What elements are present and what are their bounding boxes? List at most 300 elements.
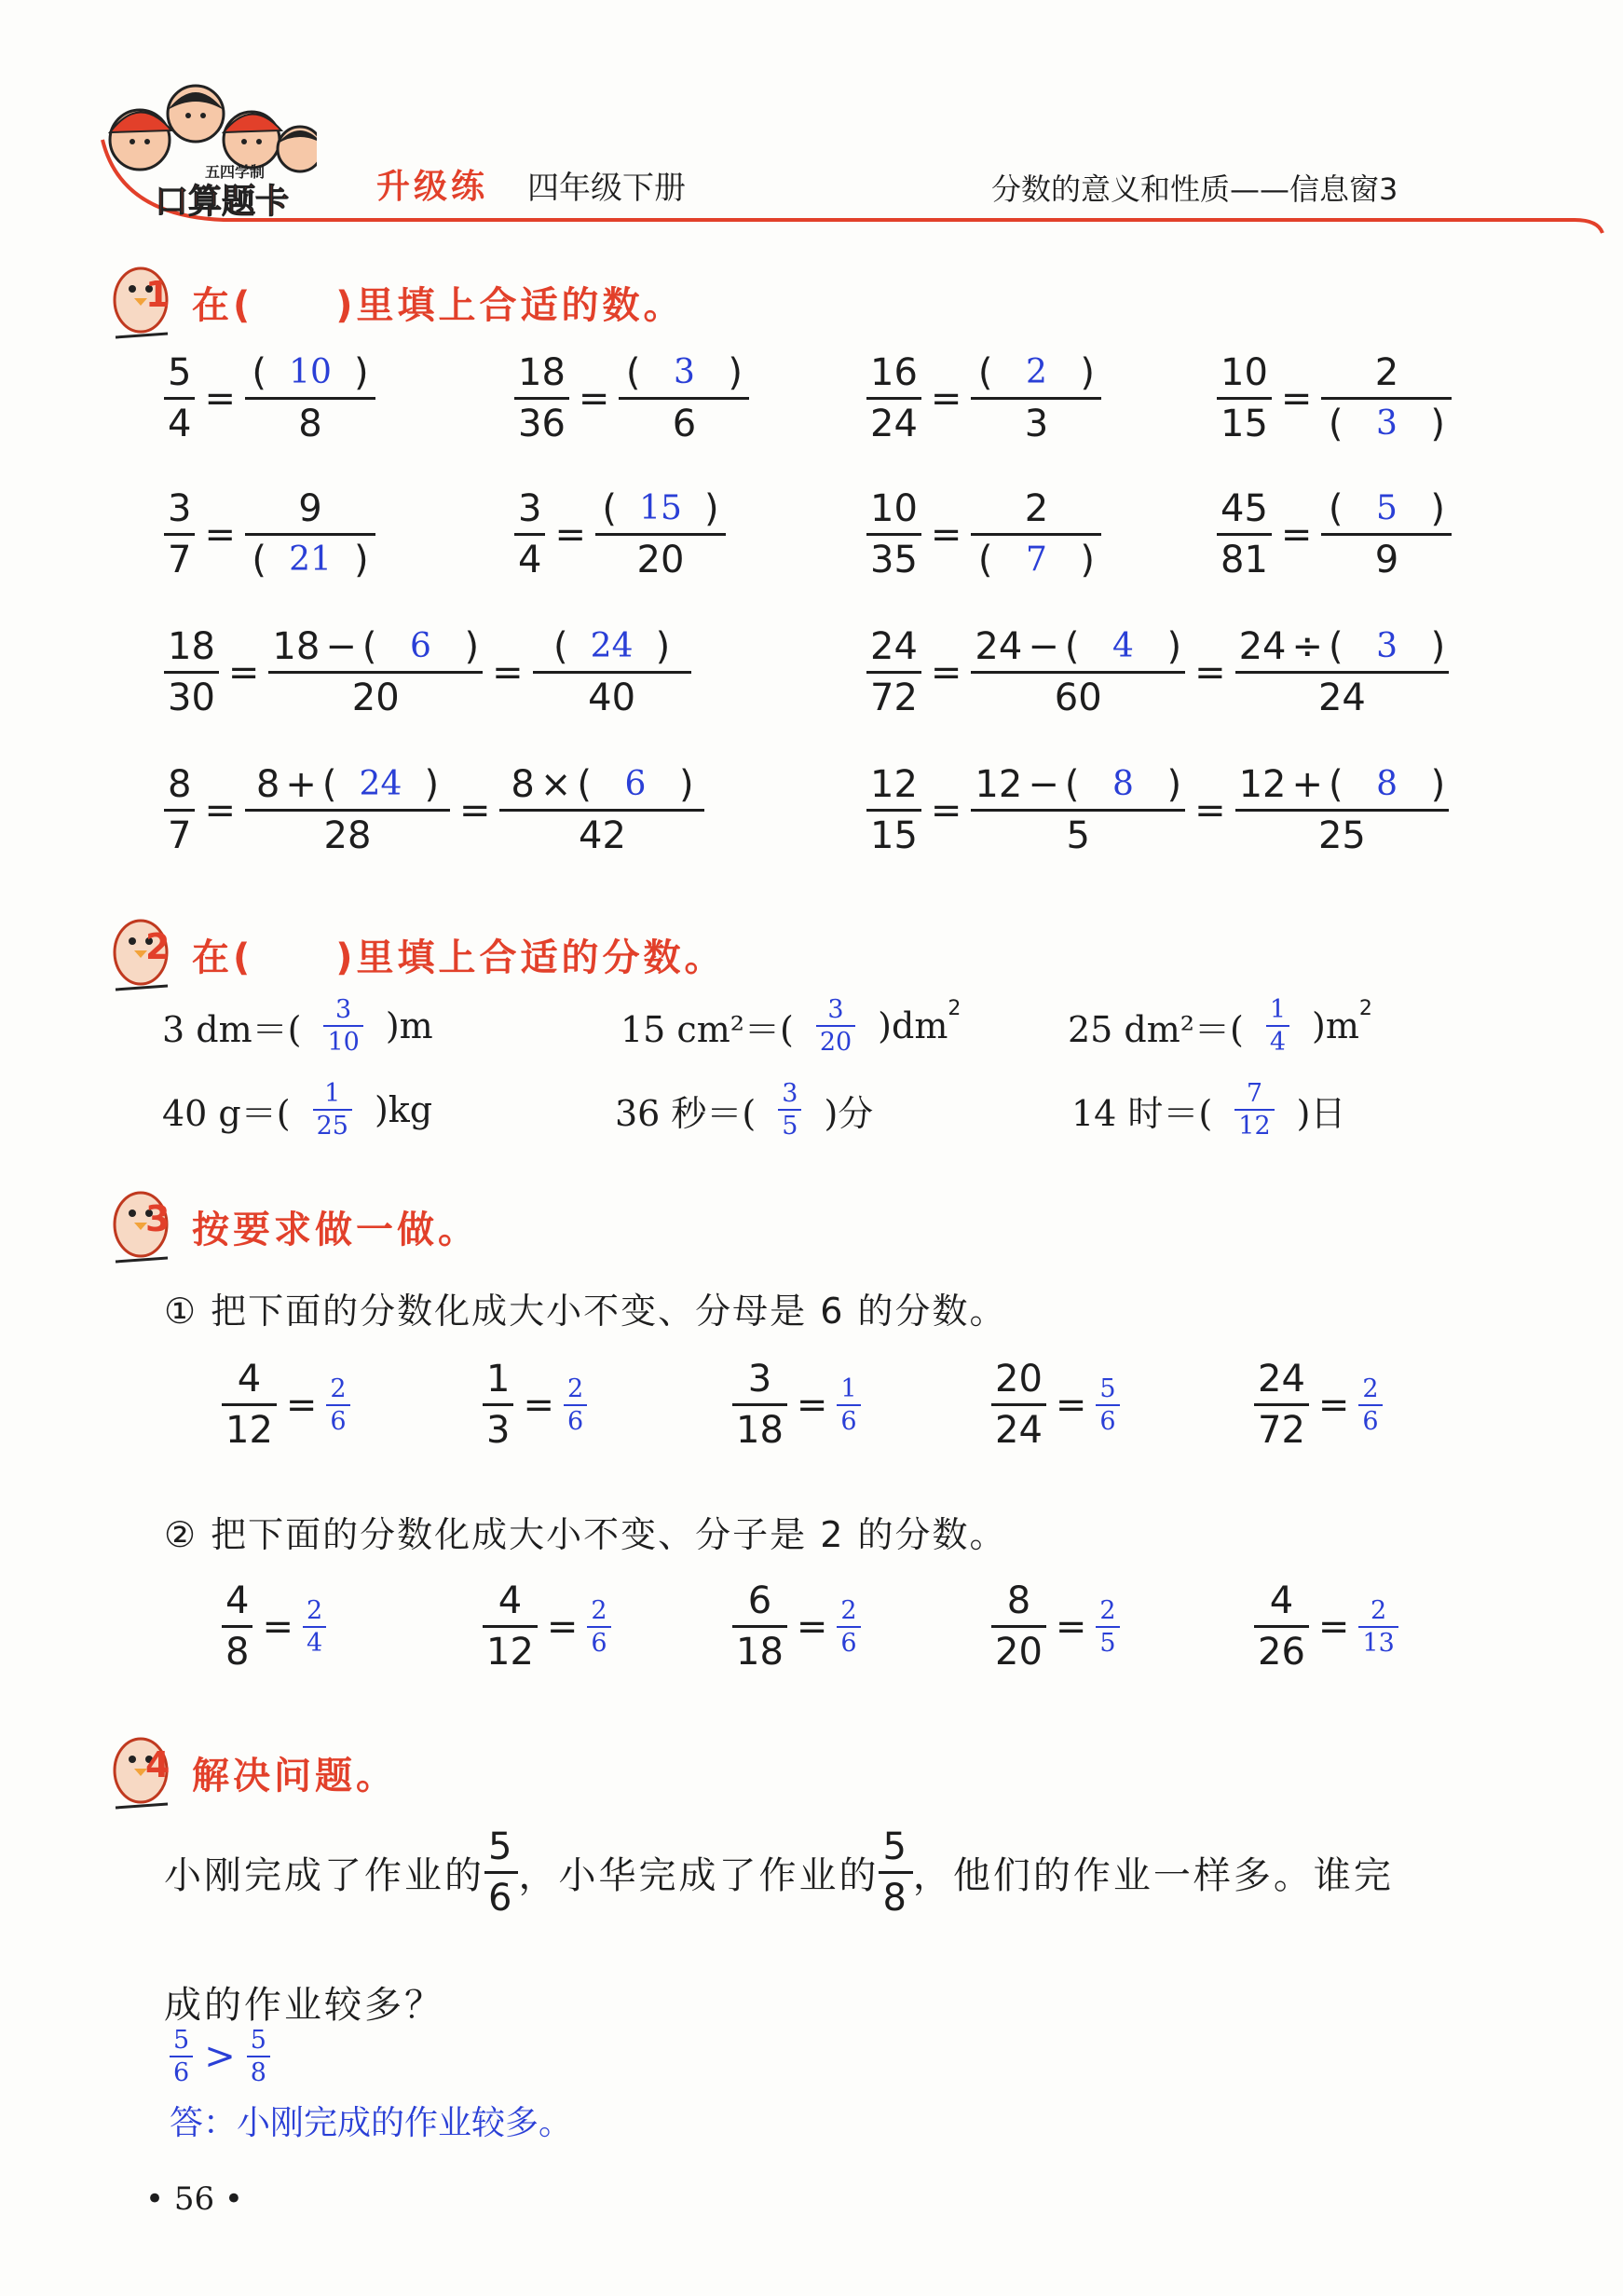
fraction-numerator: 18 — [518, 351, 566, 394]
equals-sign: = — [796, 1605, 828, 1648]
answer-value: 5 — [1375, 489, 1398, 527]
series-label: 升级练 — [376, 168, 489, 206]
section2-heading — [108, 913, 726, 995]
fraction — [1254, 1579, 1309, 1674]
fraction-denominator: 24 — [991, 1403, 1046, 1449]
equals-sign: = — [546, 1605, 579, 1648]
fraction-denominator: 10 — [323, 1025, 362, 1055]
blank-fraction — [619, 351, 749, 445]
unit-conversion — [615, 1081, 873, 1139]
fraction-numerator: 16 — [870, 351, 918, 394]
answer-value: 6 — [410, 627, 431, 665]
fraction — [732, 1579, 787, 1674]
equation-chain — [866, 763, 1449, 857]
operator: − — [1028, 625, 1059, 668]
fraction-numerator: 5 — [250, 2026, 266, 2055]
fraction-bottom — [971, 809, 1185, 857]
fraction-part: 5 — [1066, 814, 1090, 857]
answer-blank[interactable]: ( 21 ) — [252, 539, 369, 581]
answer-fraction — [1096, 1595, 1119, 1658]
fraction-denominator: 3 — [483, 1403, 513, 1449]
fraction-part: 8 — [255, 763, 280, 806]
answer-blank[interactable]: ( 3 ) — [625, 351, 743, 394]
unit-exponent: 2 — [1358, 997, 1372, 1020]
fraction-denominator: 72 — [866, 671, 921, 717]
fraction-bottom — [971, 397, 1101, 443]
answer-blank[interactable] — [778, 1081, 801, 1139]
equals-sign: = — [458, 788, 491, 832]
equation-row — [866, 351, 1101, 445]
fraction — [866, 625, 921, 719]
section1-number: 1 — [145, 274, 174, 315]
answer-value: 3 — [673, 353, 695, 391]
operator: − — [325, 625, 357, 668]
equation-row — [164, 351, 375, 445]
answer-value: 7 — [1025, 540, 1047, 579]
answer-blank[interactable]: ( 24 ) — [321, 763, 440, 806]
fraction-part: 9 — [298, 487, 322, 530]
fraction-denominator: 5 — [778, 1109, 801, 1139]
fraction-denominator: 15 — [866, 809, 921, 854]
conversion-equation — [1254, 1358, 1383, 1452]
section3-heading — [108, 1185, 479, 1267]
conversion-equation — [732, 1579, 861, 1674]
operator: − — [1028, 763, 1059, 806]
answer-blank[interactable]: ( 3 ) — [1328, 403, 1446, 445]
fraction-denominator: 26 — [1254, 1625, 1309, 1671]
equals-sign: = — [1055, 1605, 1087, 1648]
fraction-5-8 — [879, 1825, 912, 1920]
conversion-equation — [483, 1358, 587, 1452]
equals-sign: = — [204, 512, 236, 556]
logo — [93, 65, 317, 221]
fraction-numerator: 7 — [1246, 1079, 1263, 1108]
comparison-operator: > — [204, 2035, 236, 2078]
equals-sign: = — [1194, 788, 1226, 832]
fraction-denominator: 6 — [564, 1404, 587, 1434]
blank-fraction — [971, 625, 1185, 719]
fraction-numerator: 3 — [335, 995, 352, 1024]
fraction — [1217, 487, 1272, 581]
fraction-top — [1321, 487, 1452, 533]
conversion-right: )m — [385, 1005, 433, 1046]
fraction-top — [971, 487, 1101, 533]
blank-fraction — [268, 625, 483, 719]
answer-blank[interactable]: ( 5 ) — [1328, 487, 1446, 530]
fraction-part: 18 — [272, 625, 321, 668]
fraction-top — [245, 351, 375, 397]
fraction-denominator: 13 — [1358, 1626, 1398, 1656]
fraction-denominator: 8 — [222, 1625, 252, 1671]
fraction-numerator: 6 — [747, 1579, 772, 1622]
problem-text — [164, 1825, 1394, 1920]
fraction-bottom — [1321, 533, 1452, 579]
unit-conversion — [621, 997, 961, 1055]
answer-fraction — [778, 1081, 801, 1139]
fraction-numerator: 5 — [1099, 1374, 1116, 1403]
fraction — [1254, 1358, 1309, 1452]
problem-text-a: 小刚完成了作业的 — [164, 1854, 484, 1897]
fraction — [164, 487, 195, 581]
equals-sign: = — [796, 1383, 828, 1427]
fraction-numerator: 3 — [518, 487, 542, 530]
answer-fraction — [1266, 997, 1289, 1055]
fraction-part: 28 — [323, 814, 372, 857]
fraction-denominator: 4 — [1266, 1025, 1289, 1055]
equals-sign: = — [930, 788, 962, 832]
answer-blank[interactable] — [816, 997, 855, 1055]
equation-row — [1217, 351, 1452, 445]
conversion-left: 40 g＝( — [162, 1092, 291, 1134]
fraction-denominator: 35 — [866, 533, 921, 579]
fraction-bottom — [619, 397, 749, 443]
unit-conversion — [1071, 1081, 1345, 1139]
fraction-part: 6 — [672, 403, 697, 445]
blank-fraction — [595, 487, 726, 581]
equals-sign: = — [492, 650, 524, 694]
answer-value: 8 — [1376, 765, 1398, 803]
fraction-denominator: 6 — [587, 1626, 610, 1656]
answer-blank[interactable]: ( 6 ) — [577, 763, 694, 806]
fraction-top — [268, 625, 483, 671]
fraction-denominator: 12 — [222, 1403, 277, 1449]
fraction-top — [595, 487, 726, 533]
answer-blank[interactable] — [837, 1376, 860, 1434]
fraction-denominator: 18 — [732, 1403, 787, 1449]
problem-text-d: 成的作业较多？ — [164, 1984, 444, 2027]
fraction-numerator: 24 — [1258, 1358, 1305, 1401]
fraction-bottom — [971, 533, 1101, 579]
fraction-bottom — [1235, 809, 1450, 857]
answer-fraction — [564, 1376, 587, 1434]
equation-row — [514, 351, 749, 445]
fraction-bottom — [1235, 671, 1450, 717]
header — [0, 0, 1623, 233]
equation-row — [866, 487, 1101, 581]
fraction-denominator: 24 — [866, 397, 921, 443]
answer-blank[interactable] — [323, 997, 362, 1055]
answer-blank[interactable] — [1358, 1595, 1398, 1658]
blank-fraction — [499, 763, 704, 857]
answer-value: 15 — [639, 489, 682, 527]
fraction — [483, 1579, 538, 1674]
answer-fraction — [303, 1595, 326, 1658]
fraction-numerator: 3 — [168, 487, 192, 530]
fraction-denominator: 12 — [483, 1625, 538, 1671]
fraction-numerator: 2 — [591, 1595, 607, 1625]
fraction-top — [499, 763, 704, 809]
fraction-numerator: 2 — [566, 1374, 584, 1403]
answer-fraction — [587, 1595, 610, 1658]
conversion-right: )日 — [1296, 1092, 1346, 1134]
fraction-numerator: 8 — [168, 763, 192, 806]
answer-blank[interactable] — [837, 1595, 860, 1658]
conversion-left: 25 dm²＝( — [1068, 1008, 1244, 1050]
equals-sign: = — [204, 788, 236, 832]
equation-chain — [164, 763, 704, 857]
section2-title: 在( )里填上合适的分数。 — [192, 936, 726, 979]
comparison-answer — [170, 2028, 270, 2085]
answer-blank[interactable] — [587, 1595, 610, 1658]
fraction-numerator: 4 — [237, 1358, 262, 1401]
conversion-equation — [991, 1358, 1120, 1452]
fraction-denominator: 7 — [164, 533, 195, 579]
blank-fraction — [1235, 625, 1450, 719]
conversion-left: 15 cm²＝( — [621, 1008, 794, 1050]
unit-conversion — [1068, 997, 1372, 1055]
fraction — [164, 351, 195, 445]
section4-title: 解决问题。 — [192, 1754, 397, 1797]
fraction — [866, 487, 921, 581]
operator: + — [1291, 763, 1323, 806]
fraction-bottom — [595, 533, 726, 579]
fraction-top — [1321, 351, 1452, 397]
fraction-numerator: 10 — [1221, 351, 1268, 394]
conversion-equation — [991, 1579, 1120, 1674]
equals-sign: = — [204, 376, 236, 420]
fraction-denominator: 8 — [247, 2056, 270, 2085]
answer-blank[interactable] — [1096, 1595, 1119, 1658]
fraction-part: 8 — [298, 403, 322, 445]
fraction-part: 24 — [1238, 625, 1287, 668]
answer-fraction — [313, 1081, 352, 1139]
answer-fraction — [837, 1376, 860, 1434]
section1-heading — [108, 261, 685, 343]
answer-value: 21 — [289, 540, 332, 579]
fraction-numerator: 12 — [870, 763, 918, 806]
fraction-bottom — [245, 397, 375, 443]
fraction-5-6 — [484, 1825, 518, 1920]
answer-value: 24 — [359, 765, 402, 803]
conversion-right: )m — [1312, 1005, 1359, 1046]
logo-main-text: 口算题卡 — [155, 183, 290, 221]
fraction-numerator: 2 — [330, 1374, 347, 1403]
answer-fraction — [323, 997, 362, 1055]
fraction-denominator: 25 — [313, 1109, 352, 1139]
fraction-part: 12 — [1238, 763, 1287, 806]
fraction-denominator: 20 — [991, 1625, 1046, 1671]
fraction — [222, 1358, 277, 1452]
fraction-numerator: 5 — [173, 2026, 190, 2055]
fraction-denominator: 6 — [837, 1626, 860, 1656]
fraction-numerator: 4 — [225, 1579, 250, 1622]
answer-blank[interactable] — [303, 1595, 326, 1658]
equals-sign: = — [523, 1383, 554, 1427]
fraction-denominator: 12 — [1234, 1109, 1274, 1139]
conversion-left: 3 dm＝( — [162, 1008, 302, 1050]
fraction-top — [1235, 625, 1450, 671]
section1-title: 在( )里填上合适的数。 — [192, 283, 685, 327]
fraction-denominator: 72 — [1254, 1403, 1309, 1449]
fraction-numerator: 2 — [306, 1595, 323, 1625]
equation-row — [514, 487, 726, 581]
fraction-denominator: 4 — [514, 533, 545, 579]
fraction-part: 40 — [588, 676, 636, 719]
final-answer: 答：小刚完成的作业较多。 — [170, 2104, 573, 2142]
fraction-top — [245, 763, 450, 809]
section3-number: 3 — [145, 1198, 174, 1239]
fraction-top — [971, 763, 1185, 809]
blank-fraction — [1321, 351, 1452, 445]
blank-fraction — [971, 351, 1101, 445]
fraction-top — [1235, 763, 1450, 809]
answer-blank[interactable]: ( 7 ) — [977, 539, 1096, 581]
fraction — [164, 763, 195, 857]
fraction-bottom — [268, 671, 483, 717]
fraction-part: 8 — [511, 763, 535, 806]
fraction-numerator: 4 — [1269, 1579, 1294, 1622]
equals-sign: = — [1317, 1605, 1350, 1648]
fraction — [514, 351, 569, 445]
conversion-right: )kg — [374, 1089, 433, 1130]
fraction-bottom — [245, 533, 375, 579]
fraction — [164, 625, 219, 719]
fraction-numerator: 3 — [827, 995, 844, 1024]
equals-sign: = — [578, 376, 610, 420]
answer-value: 8 — [1112, 765, 1134, 803]
fraction-denominator: 6 — [484, 1871, 518, 1917]
answer-fraction — [816, 997, 855, 1055]
page-number: • 56 • — [145, 2180, 243, 2218]
unit-conversion — [162, 1081, 432, 1139]
blank-fraction — [971, 763, 1185, 857]
conversion-right: )分 — [824, 1092, 874, 1134]
answer-blank[interactable]: ( 8 ) — [1064, 763, 1182, 806]
answer-blank[interactable] — [313, 1081, 352, 1139]
fraction-part: 9 — [1374, 539, 1399, 581]
answer-value: 2 — [1025, 353, 1047, 391]
fraction — [1217, 351, 1272, 445]
fraction-numerator: 2 — [1371, 1595, 1387, 1625]
blank-fraction — [245, 351, 375, 445]
fraction-denominator: 30 — [164, 671, 219, 717]
operator: ÷ — [1291, 625, 1323, 668]
fraction-denominator: 6 — [837, 1404, 860, 1434]
logo-small-text: 五四学制 — [205, 163, 266, 181]
fraction-denominator: 7 — [164, 809, 195, 854]
answer-blank[interactable] — [1358, 1376, 1382, 1434]
fraction-denominator: 6 — [1096, 1404, 1119, 1434]
answer-blank[interactable]: ( 10 ) — [252, 351, 369, 394]
problem-text-b: ，小华完成了作业的 — [518, 1854, 880, 1897]
section3-title: 按要求做一做。 — [192, 1208, 479, 1251]
equation-chain — [164, 625, 691, 719]
blank-fraction — [533, 625, 691, 719]
fraction-part: 20 — [636, 539, 685, 581]
fraction-numerator: 8 — [1006, 1579, 1031, 1622]
conversion-equation — [1254, 1579, 1398, 1674]
fraction-top — [971, 351, 1101, 397]
section3-part2-label: ② 把下面的分数化成大小不变、分子是 2 的分数。 — [164, 1514, 1007, 1555]
fraction-part: 20 — [351, 676, 400, 719]
answer-blank[interactable]: ( 15 ) — [602, 487, 719, 530]
fraction-denominator: 6 — [326, 1404, 349, 1434]
fraction-numerator: 45 — [1221, 487, 1268, 530]
equals-sign: = — [930, 650, 962, 694]
fraction-numerator: 1 — [840, 1374, 857, 1403]
equals-sign: = — [1280, 512, 1313, 556]
answer-blank[interactable] — [1266, 997, 1289, 1055]
equals-sign: = — [554, 512, 586, 556]
fraction-part: 24 — [1317, 676, 1366, 719]
fraction — [514, 487, 545, 581]
fraction-denominator: 15 — [1217, 397, 1272, 443]
fraction-numerator: 5 — [488, 1825, 515, 1868]
fraction — [991, 1358, 1046, 1452]
fraction-bottom — [245, 809, 450, 857]
blank-fraction — [971, 487, 1101, 581]
equation-chain — [866, 625, 1449, 719]
answer-blank[interactable]: ( 8 ) — [1329, 763, 1446, 806]
answer-fraction — [326, 1376, 349, 1434]
fraction-bottom — [1321, 397, 1452, 443]
fraction-bottom — [971, 671, 1185, 717]
conversion-right: )dm — [878, 1005, 948, 1046]
fraction-denominator: 81 — [1217, 533, 1272, 579]
fraction-numerator: 1 — [486, 1358, 511, 1401]
unit-conversion — [162, 997, 433, 1055]
fraction-numerator: 2 — [840, 1595, 857, 1625]
unit-exponent: 2 — [948, 997, 962, 1020]
fraction — [483, 1358, 513, 1452]
fraction-denominator: 18 — [732, 1625, 787, 1671]
fraction-denominator: 36 — [514, 397, 569, 443]
fraction-part: 3 — [1024, 403, 1049, 445]
answer-blank[interactable]: ( 4 ) — [1064, 625, 1182, 668]
fraction-numerator: 10 — [870, 487, 918, 530]
equals-sign: = — [262, 1605, 293, 1648]
fraction-numerator: 2 — [1099, 1595, 1116, 1625]
answer-fraction — [1234, 1081, 1274, 1139]
fraction-denominator: 4 — [303, 1626, 326, 1656]
equals-sign: = — [1055, 1383, 1087, 1427]
answer-fraction — [1096, 1376, 1119, 1434]
fraction-numerator: 3 — [747, 1358, 772, 1401]
fraction-numerator: 1 — [324, 1079, 341, 1108]
equals-sign: = — [227, 650, 260, 694]
equals-sign: = — [930, 512, 962, 556]
fraction-part: 42 — [579, 814, 626, 857]
fraction-numerator: 5 — [168, 351, 192, 394]
answer-blank[interactable] — [1234, 1081, 1274, 1139]
answer-blank[interactable]: ( 6 ) — [361, 625, 480, 668]
fraction-numerator: 4 — [498, 1579, 523, 1622]
fraction-top — [533, 625, 691, 671]
answer-blank[interactable]: ( 24 ) — [552, 625, 671, 668]
answer-fraction — [1358, 1376, 1382, 1434]
fraction — [732, 1358, 787, 1452]
answer-blank[interactable] — [326, 1376, 349, 1434]
answer-blank[interactable] — [1096, 1376, 1119, 1434]
fraction-denominator: 20 — [816, 1025, 855, 1055]
fraction-bottom — [533, 671, 691, 717]
answer-fraction — [247, 2028, 270, 2085]
fraction-numerator: 24 — [870, 625, 918, 668]
answer-blank[interactable]: ( 2 ) — [977, 351, 1096, 394]
operator: + — [285, 763, 317, 806]
conversion-equation — [732, 1358, 861, 1452]
conversion-left: 14 时＝( — [1071, 1092, 1213, 1134]
answer-blank[interactable]: ( 3 ) — [1329, 625, 1446, 668]
fraction-numerator: 20 — [995, 1358, 1043, 1401]
fraction-denominator: 6 — [170, 2056, 193, 2085]
answer-value: 24 — [590, 627, 634, 665]
fraction-part: 12 — [975, 763, 1023, 806]
section3-part1-label: ① 把下面的分数化成大小不变、分母是 6 的分数。 — [164, 1291, 1007, 1332]
answer-value: 6 — [624, 765, 647, 803]
section4-number: 4 — [145, 1744, 174, 1785]
answer-blank[interactable] — [564, 1376, 587, 1434]
